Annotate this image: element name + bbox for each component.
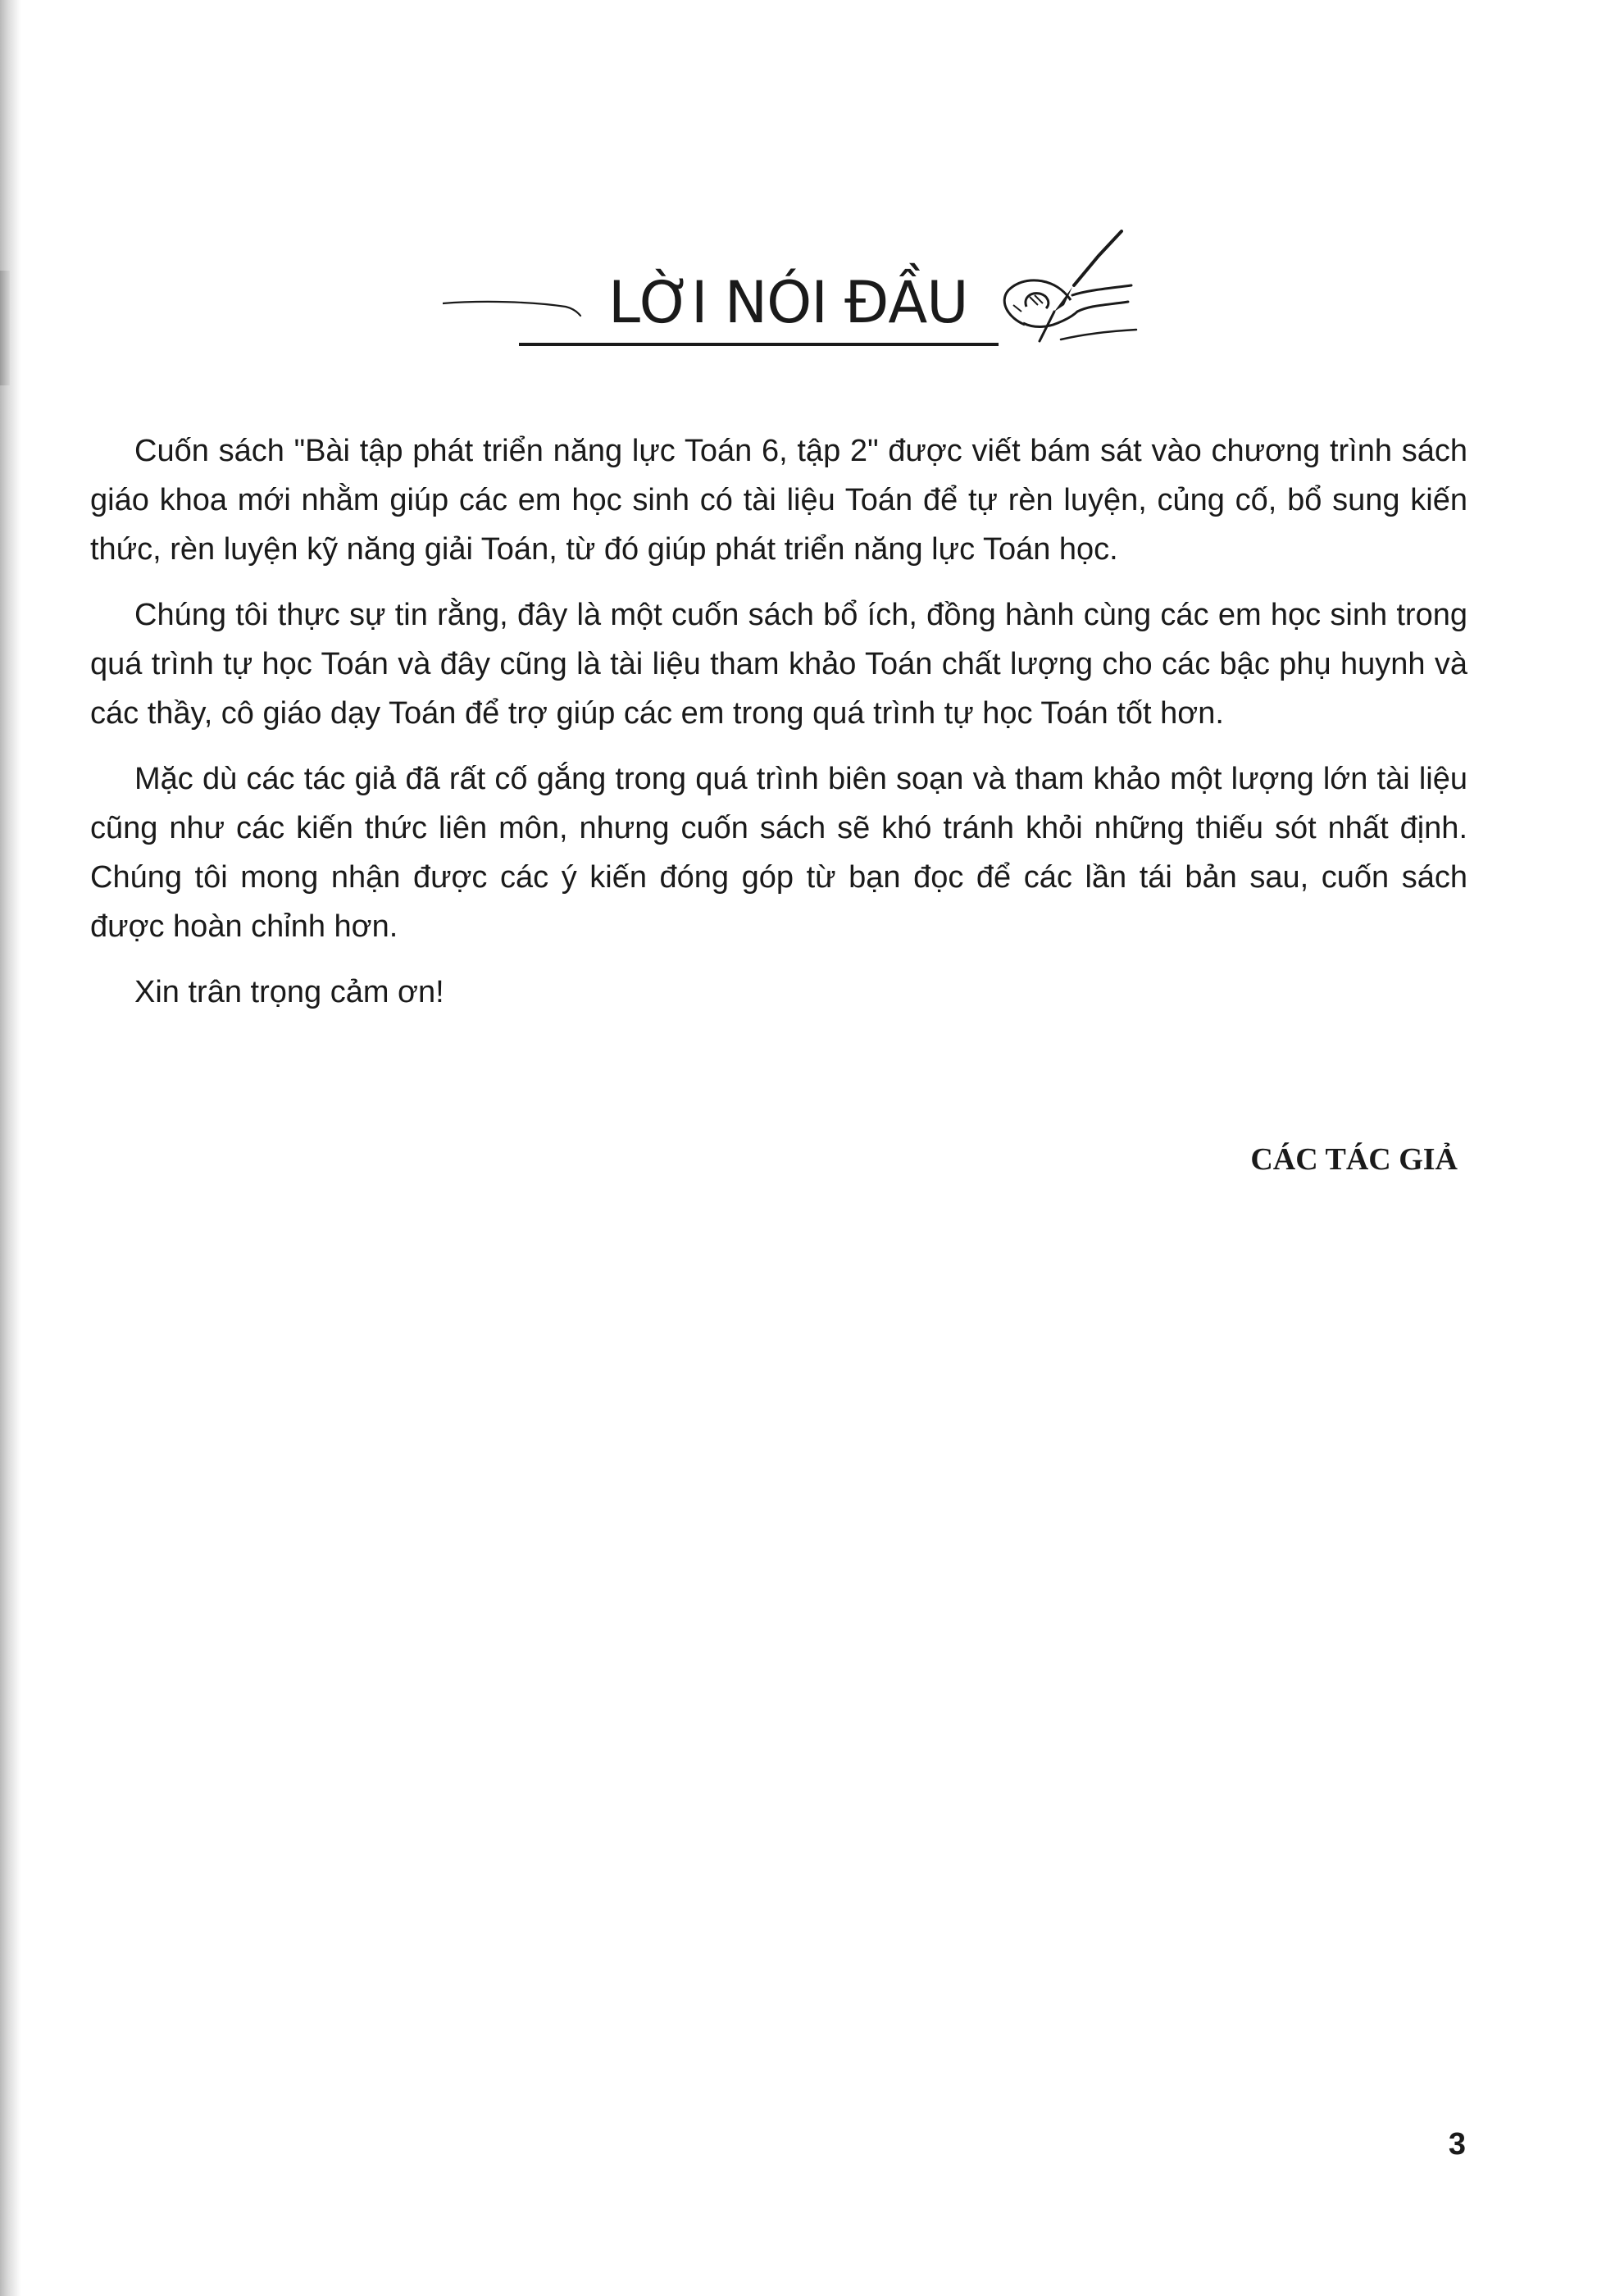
page-number: 3	[1448, 2127, 1466, 2162]
heading-block	[426, 221, 1148, 361]
paragraph-feedback: Mặc dù các tác giả đã rất cố gắng trong quá trình biên soạn và tham khảo một lượng lớn tài liệu cũng như các kiến thức liên môn, nhưng cuốn sách sẽ khó tránh khỏi những thiếu sót nhất định. Chúng tôi mong nhận được các ý kiến đóng góp từ bạn đọc để các lần tái bản sau, cuốn sách được hoàn chỉnh hơn.	[90, 762, 1467, 944]
paragraph-intro: Cuốn sách "Bài tập phát triển năng lực Toán 6, tập 2" được viết bám sát vào chương trình sách giáo khoa mới nhằm giúp các em học sinh có tài liệu Toán để tự rèn luyện, củng cố, bổ sung kiến thức, rèn luyện kỹ năng giải Toán, từ đó giúp phát triển năng lực Toán học.	[90, 434, 1467, 567]
hand-writing-with-pen-icon	[976, 226, 1140, 358]
paragraph-belief: Chúng tôi thực sự tin rằng, đây là một cuốn sách bổ ích, đồng hành cùng các em học sinh trong quá trình tự học Toán và đây cũng là tài liệu tham khảo Toán chất lượng cho các bậc phụ huynh và các thầy, cô giáo dạy Toán để trợ giúp các em trong quá trình tự học Toán tốt hơn.	[90, 598, 1467, 731]
scan-edge-mark	[0, 271, 10, 385]
swash-left-icon	[443, 294, 582, 318]
title-underline	[519, 343, 999, 346]
authors-signature: CÁC TÁC GIẢ	[1250, 1142, 1458, 1177]
paragraph-thanks: Xin trân trọng cảm ơn!	[134, 975, 444, 1009]
page-title: LỜI NÓI ĐẦU	[608, 269, 968, 336]
preface-body	[90, 426, 1467, 1033]
